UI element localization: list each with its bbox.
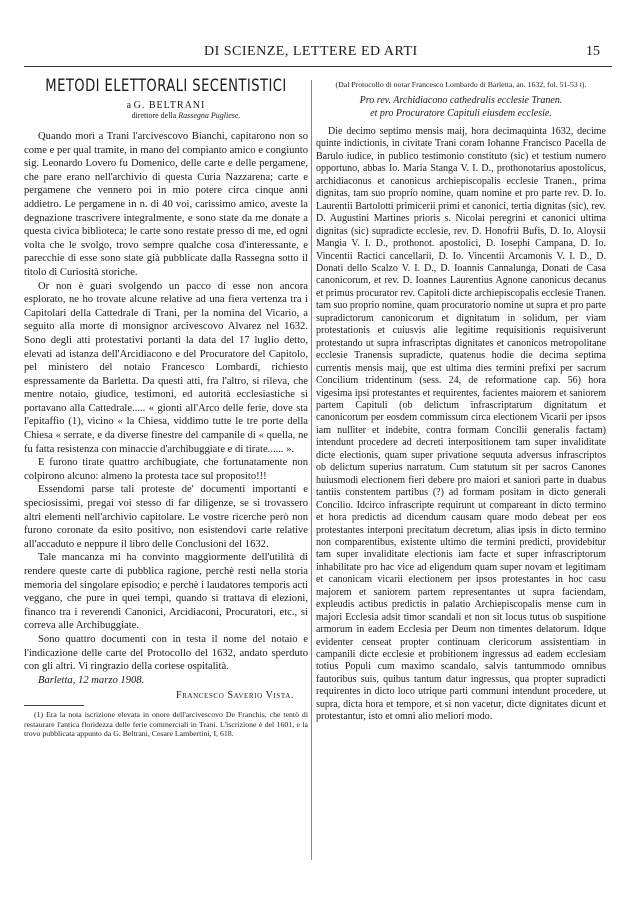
right-column bbox=[316, 74, 606, 724]
document-text: Die decimo septimo mensis maij, hora decimaquinta 1632, decime quinte indictionis, in civitate Trani coram Iohanne Francisco Pacella de Barulo iudice, in publico testimonio constituto (sic) et testium numero opportuno, abbas Io. Maria Stanga V. I. D., prothonotarius apostolicus, archidiaconus et canonicus archiepiscopalis ecclesie Tranen., prima dignitas, tam suo proprio nomine, quam nomine et pro parte rev. D. Io. Laurentii Bartolotti primicerii primi et canonici, tertia dignitas (sic), rev. D. Augustini Martines prioris s. Nicolai peregrini et canonici ultima dignitas (sic) supradicte ecclesie, rev. D. Honofrii Bufis, D. Io. Aloysii Mangia V. I. D., prothonot. apostolici, D. Iosephi Campana, D. Io. Vincentii Ractici cancellarii, D. Io. Vincentii Arcamonis V. I. D., D. Donati dello Scalzo V. I. D., D. Ioannis Cannalunga, Donati de Casa canonicorum, et rev. D. Ioannes Laurentius Agnone canonicus decanus et primus procurator rev. Capitoli dicte archiepiscopalis ecclesie Tranen. tam suo proprio nomine, quam procuratorio nomine ut supra et pro parte supradictorum canonicorum et dignitatum in solidum, per viam protestationis et cuiusvis alie legitime requisitionis requisiverunt protestando ut supra infrascriptas dignitates et canonicos metropolitane ecclesie Tranensis supradicte, quatenus hodie die decima septima currentis mensis maij, que est ultima dies termini prefixi per sacrum Concilium tridentinum (sess. 24, de reformatione cap. 56) hora vigesima ipsi protestantes et requirentes, facientes maiorem et saniorem partem Capituli (ob delictum infrascriptarum dignitatum et canonicorum per eosdem commissum circa electionem Vicarii per ipsos iam nulliter et indebite, contra formam Concilii generalis factam) intendunt procedere ad decreti interpositionem tam super invaliditate dicte electionis, quam super privatione sequuta adversus infrascriptos ob delictum superius narratum. Cum statutum sit per sacros Canones huiusmodi electionem fieri debere pro maiori et saniori parte in duabus tantiis constentem partibus (?) ad formam positam in dicto generali Concilio. Idcirco infrascripte requirunt ut compareant in dicto termino et hora predictis ad dicendum causam quare modo debeat per eos protestantes interponi precitatum decretum, alias ipsis in dicto termino non comparentibus, existente ultimo die termini predicti, providebitur tam super invaliditate electionis iam facte et super infrascriptorum inhabilitate pro hac vice ad eligendum quam super novam et legitimam et canonicam vicarii electionem per ipsos protestantes in hoc casu majorem et saniorem partem representantes ut supra faciendam, expleudis actibus predictis in palatio Archiepiscopalis mense cum in majori Ecclesia adsit timor scandali et non sit locus tutus ob suspitione armorum in eadem Ecclesia per Deum non timentes delatorum. Idque evidenter censeat propter continuam clericorum assistentiam in campanili dicte ecclesie et probitionem ingressus ad eadem ecclesiam totius Populi cum maximo scandalo, salvis tantummodo omnibus fautoribus suis, quibus tantum datur ingressus, qua propter supradicti requirentes in dicto loco utrique parti communi intendunt procedere, ut supra, dicta hora et tempore, et si non vacetur, dicte dignitates dicunt et protestantur, isto et omni alio meliori modo. bbox=[316, 126, 606, 723]
author-role bbox=[64, 111, 308, 120]
author-signature: Francesco Saverio Vista. bbox=[176, 689, 294, 701]
article-paragraph: E furono tirate quattro archibugiate, che fortunatamente non colpirono alcuno: almeno la protesta tace sul proposito!!! bbox=[24, 457, 308, 482]
article-paragraph: Essendomi parse tali proteste de' documenti importanti e speciosissimi, pregai voi stesso di far diligenze, se si trovassero altri elementi nell'archivio capitolare. Le vostre ricerche però non furono coronate da esito positivo, non esistendovi carte relative all'accaduto e neppure il libro delle Conclusioni del 1632. bbox=[24, 484, 308, 550]
closing-date: 12 marzo 1908. bbox=[78, 674, 145, 686]
running-head bbox=[24, 44, 612, 64]
closing-place: Barletta, bbox=[38, 674, 76, 686]
byline-prefix: a bbox=[126, 100, 132, 111]
article-paragraph: Sono quattro documenti con in testa il nome del notaio e l'indicazione delle carte del Protocollo del 1632, andato sperduto con gli altri. Vi ringrazio della cortese ospitalità. bbox=[24, 633, 308, 673]
article-paragraph: Or non è guari svolgendo un pacco di esse non ancora esplorato, ne ho trovate alcune relative ad una fiera vertenza tra i Capitolari della Cattedrale di Trani, per la nomina del Vicario, a seguito alla morte di monsignor arcivescovo Alvarez nel 1632. Sono degli atti protestativi portanti la data del 17 luglio detto, elevati ad istanza dell'Arcidiacono e del Procuratore del Capitolo, pel ministero del notaio Francesco Lombardi, richiesto espressamente da Barletta. Da questi atti, fra l'altro, si rileva, che mentre notaio, giudice, testimoni, ed autorità ecclesiastiche si portavano alla Cattedrale..... « gionti all'Arco delle ferie, dove sta l'epitaffio (1), vicino « la Chiesa, viddimo tutte le tre porte della Chiesa « serrate, e da diverse finestre del campanile di « quella, ne fu fatta resistenza con minaccie d'archibuggiate e di tirate...... ». bbox=[24, 280, 308, 455]
footnote: (1) Era la nota iscrizione elevata in onore dell'arcivescovo De Franchis, che tentò di restaurare l'antica floridezza delle ferie commerciali in Trani. L'iscrizione è del 1601, e la trovo pubblicata appunto da G. Beltrani, Cesare Lambertini, I, 618. bbox=[24, 709, 308, 739]
column-divider bbox=[311, 80, 312, 860]
byline-author: G. BELTRANI bbox=[133, 100, 206, 111]
role-journal: Rassegna Pugliese. bbox=[178, 111, 241, 120]
footnote-rule bbox=[24, 705, 84, 706]
article-title: METODI ELETTORALI SECENTISTICI bbox=[45, 76, 287, 96]
document-heading-line2: et pro Procuratore Capituli eiusdem ecclesie. bbox=[370, 108, 552, 119]
article-paragraph: Quando morì a Trani l'arcivescovo Bianchi, capitarono non so come e per qual tramite, in mano del compianto amico e congiunto sig. Leonardo Lovero fu Domenico, delle carte e delle pergamene, che pare erano nell'archivio di questa Curia Nazzarena; carte e pergamene che vennero poi in mio potere circa cinque anni addietro. Le pergamene in n. di 40 voi, carissimo amico, aveste la degnazione trascrivere integralmente, e sono state da me donate a questa civica biblioteca; le carte sono restate presso di me, ed ogni volta che le svolgo, trovo sempre qualche cosa d'interessante, e parecchie di esse sono state già pubblicate dalla Rassegna sotto il titolo di Curiosità storiche. bbox=[24, 131, 308, 278]
left-column bbox=[24, 74, 308, 739]
byline bbox=[24, 100, 308, 111]
page-number: 15 bbox=[586, 44, 600, 59]
running-title: DI SCIENZE, LETTERE ED ARTI bbox=[204, 44, 418, 59]
header-rule bbox=[24, 66, 612, 67]
document-heading bbox=[316, 94, 606, 120]
role-prefix: direttore della bbox=[131, 111, 177, 120]
closing-dateline bbox=[24, 674, 308, 688]
article-paragraph: Tale mancanza mi ha convinto maggiormente dell'utilità di rendere queste carte di pubblica ragione, perchè resti nella storia memoria del singolare episodio; e perchè i laudatores temporis acti veggano, che pure in quei tempi, quando si trattava di elezioni, financo tra i reverendi Canonici, Arcidiaconi, Procuratori, etc., si correva alle Archibuggiate. bbox=[24, 552, 308, 632]
document-heading-line1: Pro rev. Archidiacono cathedralis ecclesie Tranen. bbox=[359, 95, 563, 106]
document-source: (Dal Protocollo di notar Francesco Lombardo di Barletta, an. 1632, fol. 51-53 t). bbox=[335, 80, 587, 89]
